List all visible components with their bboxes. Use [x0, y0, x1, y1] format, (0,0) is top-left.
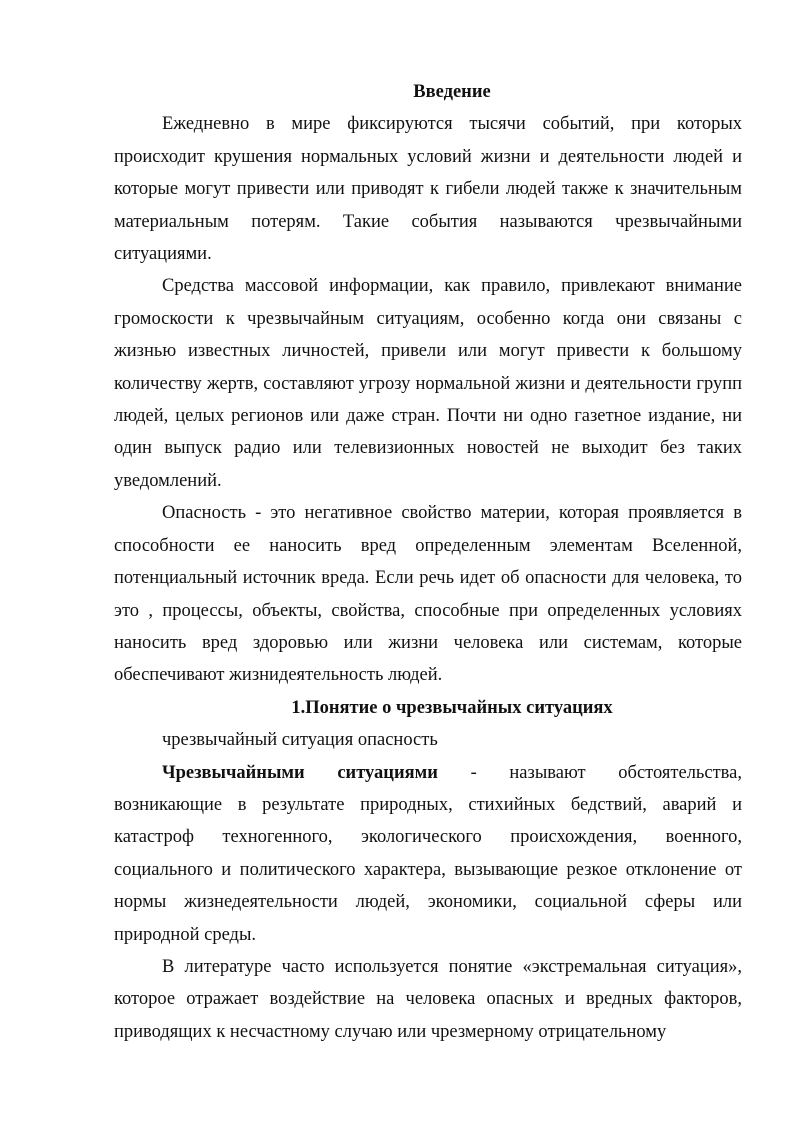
page-title: Введение: [413, 82, 491, 102]
keywords-line: чрезвычайный ситуация опасность: [162, 730, 438, 751]
intro-paragraph-2: Средства массовой информации, как правило, привлекают внимание громоскости к чрезвычайным ситуациям, особенно когда они связаны с жизнью известных личностей, привели или могут привести к большому количеству жертв, составляют угрозу нормальной жизни и деятельности групп людей, целых регионов или даже стран. Почти ни одно газетное издание, ни один выпуск радио или телевизионных новостей не выходит без таких уведомлений.: [114, 276, 742, 491]
document-body: [114, 76, 742, 1048]
definition-paragraph: [114, 757, 742, 951]
last-paragraph: В литературе часто используется понятие «экстремальная ситуация», которое отражает воздействие на человека опасных и вредных факторов, приводящих к несчастному случаю или чрезмерному отрицательному: [114, 956, 742, 1042]
intro-paragraph-1: Ежедневно в мире фиксируются тысячи событий, при которых происходит крушения нормальных условий жизни и деятельности людей и которые могут привести или приводят к гибели людей также к значительным материальным потерям. Такие события называются чрезвычайными ситуациями.: [114, 114, 742, 265]
section-title: 1.Понятие о чрезвычайных ситуациях: [291, 697, 613, 718]
intro-paragraph-3: Опасность - это негативное свойство материи, которая проявляется в способности ее наносить вред определенным элементам Вселенной, потенциальный источник вреда. Если речь идет об опасности для человека, то это , процессы, объекты, свойства, способные при определенных условиях наносить вред здоровью или жизни человека или системам, которые обеспечивают жизнидеятельность людей.: [114, 503, 742, 686]
definition-term: Чрезвычайными ситуациями: [162, 762, 438, 783]
definition-text: - называют обстоятельства, возникающие в результате природных, стихийных бедствий, аварий и катастроф техногенного, экологического происхождения, военного, социального и политического характера, вызывающие резкое отклонение от нормы жизнедеятельности людей, экономики, социальной сферы или природной среды.: [114, 762, 742, 945]
